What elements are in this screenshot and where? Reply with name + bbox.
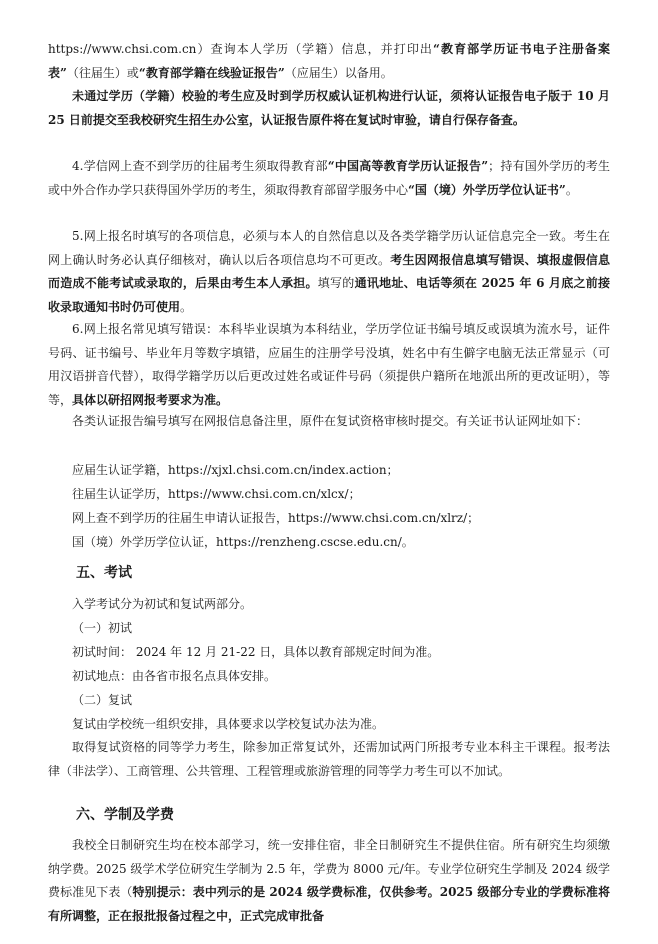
p3-text-3: 。 [180,299,193,314]
preliminary-place: 初试地点：由各省市报名点具体安排。 [72,669,277,683]
section-heading-exam: 五、考试 [76,565,132,581]
retest-arrangement: 复试由学校统一组织安排，具体要求以学校复试办法为准。 [72,717,385,731]
p0-bold-title-1: “教育部学历证书电子注册备案表” [48,42,610,80]
paragraph-equivalent-candidates: 取得复试资格的同等学力考生，除参加正常复试外，还需加试两门所报考专业本科主干课程。报考法律（非法学）、工商管理、公共管理、工程管理或旅游管理的同等学力考生可以不加试。 [48,740,610,778]
p2-text: 4.学信网上查不到学历的往届考生须取得教育部 [72,159,328,173]
p3-bold-1: 考生因网报信息填写错误、填报虚假信息而造成不能考试或录取的，后果由考生本人承担。 [48,252,610,290]
link-item-xjxl: 应届生认证学籍，https://xjxl.chsi.com.cn/index.action； [72,463,399,477]
paragraph-5 [48,225,610,319]
subheading-preliminary: （一）初试 [72,621,133,635]
p2-text-2: ；持有国外学历的考生或中外合作办学只获得国外学历的考生，须取得教育部留学服务中心 [48,159,610,197]
link-item-cscse: 国（境）外学历学位认证，https://renzheng.cscse.edu.cn/。 [72,535,414,549]
p4-bold: 具体以研招网报考要求为准。 [72,392,229,407]
paragraph-tuition [48,834,610,928]
paragraph-certificate-print [48,38,610,85]
p0-text: https://www.chsi.com.cn）查询本人学历（学籍）信息，并打印出 [48,42,433,56]
paragraph-verification-notice: 未通过学历（学籍）校验的考生应及时到学历权威认证机构进行认证，须将认证报告电子版于 10 月 25 日前提交至我校研究生招生办公室，认证报告原件将在复试时审验，请自行保存备查。 [48,89,610,127]
p3-text-2: 填写的 [317,276,355,290]
p2-bold-2: “国（境）外学历学位认证书” [408,182,566,197]
tuition-special-notice: 特别提示：表中列示的是 2024 级学费标准，仅供参考。2025 级部分专业的学费标准将有所调整，正在报批报备过程之中，正式完成审批备 [48,885,610,923]
link-item-xlcx: 往届生认证学历，https://www.chsi.com.cn/xlcx/； [72,487,361,501]
p2-bold-1: “中国高等教育学历认证报告” [327,159,489,173]
paragraph-6 [48,318,610,412]
p3-text: 5.网上报名时填写的各项信息，必须与本人的自然信息以及各类学籍学历认证信息完全一致。考生在网上确认时务必认真仔细核对，确认以后各项信息均不可更改。 [48,229,610,267]
link-item-xlrz: 网上查不到学历的往届生申请认证报告，https://www.chsi.com.cn/xlrz/； [72,511,480,525]
p2-text-3: 。 [565,182,578,197]
subheading-retest: （二）复试 [72,693,133,707]
paragraph-4 [48,155,610,202]
p4-text: 6.网上报名常见填写错误：本科毕业误填为本科结业，学历学位证书编号填反或误填为流水号，证件号码、证书编号、毕业年月等数字填错，应届生的注册学号没填，姓名中有生僻字电脑无法正常显示（可用汉语拼音代替），取得学籍学历以后更改过姓名或证件号码（须提供户籍所在地派出所的更改证明），等等， [48,322,610,407]
p3-bold-2: 通讯地址、电话等须在 2025 年 6 月底之前接收录取通知书时仍可使用 [48,276,610,314]
p0-bold-title-2: “教育部学籍在线验证报告” [138,65,285,80]
tuition-text: 我校全日制研究生均在校本部学习，统一安排住宿，非全日制研究生不提供住宿。所有研究生均须缴纳学费。2025 级学术学位研究生学制为 2.5 年，学费为 8000 元/年。专业学位研究生学制及 2024 级学费标准见下表（ [48,838,610,899]
preliminary-time: 初试时间： 2024 年 12 月 21-22 日，具体以教育部规定时间为准。 [72,645,440,659]
section-heading-tuition: 六、学制及学费 [76,807,174,823]
exam-intro: 入学考试分为初试和复试两部分。 [72,597,253,611]
p0-text-2: （往届生）或 [66,65,139,80]
p0-text-3: （应届生）以备用。 [284,65,393,80]
paragraph-certificate-links-intro: 各类认证报告编号填写在网报信息备注里，原件在复试资格审核时提交。有关证书认证网址如下： [72,414,589,428]
